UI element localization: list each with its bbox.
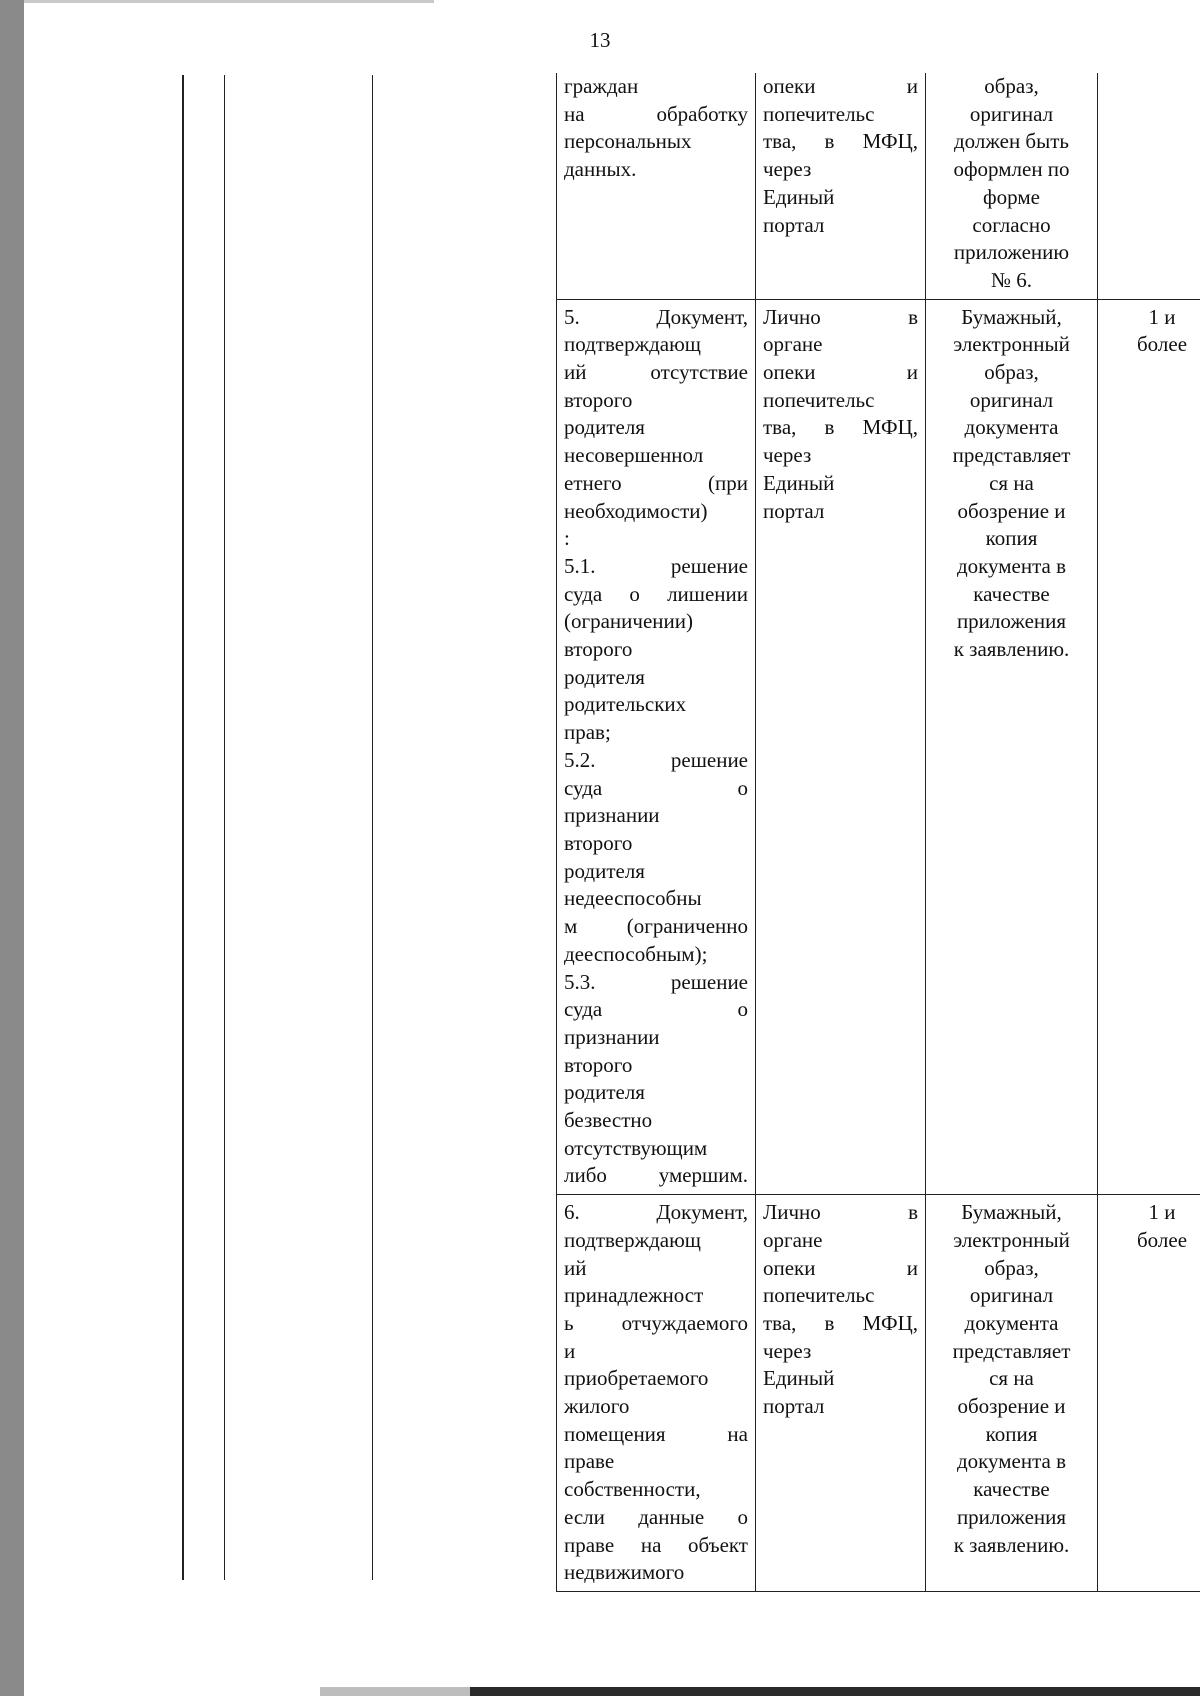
quantity-cell bbox=[1098, 73, 1200, 299]
cell-text-line: суда о bbox=[564, 997, 748, 1022]
cell-text-line: образ, bbox=[984, 1255, 1039, 1280]
document-cell bbox=[557, 73, 756, 299]
cell-text-line: если данные о bbox=[564, 1504, 748, 1529]
cell-text-line: суда о bbox=[564, 775, 748, 800]
document-cell bbox=[557, 1195, 756, 1592]
cell-text-line: приложения bbox=[956, 1504, 1067, 1529]
cell-text-line: документа в bbox=[956, 1449, 1067, 1474]
column-divider bbox=[224, 75, 225, 1580]
cell-text-line: № 6. bbox=[990, 267, 1033, 292]
cell-text-line: 5.2. решение bbox=[564, 747, 748, 772]
submission-method-cell bbox=[756, 1195, 926, 1592]
cell-text-line: должен быть bbox=[954, 129, 1069, 154]
scan-edge-top bbox=[24, 0, 434, 3]
document-form-cell bbox=[926, 73, 1098, 299]
documents-table bbox=[556, 73, 1200, 1592]
cell-text-line: документа в bbox=[956, 553, 1067, 578]
cell-text-line: ся на bbox=[989, 470, 1034, 495]
cell-text-line: м (ограниченно bbox=[564, 914, 748, 939]
cell-text-line: оформлен по bbox=[953, 157, 1070, 182]
cell-text-line: родителя bbox=[564, 664, 645, 689]
cell-text-line: признании bbox=[564, 1024, 660, 1049]
cell-text-line: жилого bbox=[564, 1394, 630, 1419]
cell-text-line: обозрение и bbox=[957, 498, 1066, 523]
cell-text-line: ь отчуждаемого bbox=[564, 1310, 748, 1335]
table-row bbox=[557, 1195, 1200, 1592]
cell-text-line: родительских bbox=[564, 692, 687, 717]
cell-text-line: попечительс bbox=[763, 387, 875, 412]
cell-text-line: оригинал bbox=[969, 387, 1054, 412]
cell-text-line: праве bbox=[564, 1449, 615, 1474]
cell-text-line: 1 и bbox=[1148, 304, 1176, 329]
cell-text-line: ий bbox=[564, 1255, 587, 1280]
cell-text-line: к заявлению. bbox=[953, 1532, 1070, 1557]
quantity-cell bbox=[1098, 299, 1200, 1195]
cell-text-line: тва, в МФЦ, bbox=[763, 415, 918, 440]
cell-text-line: 5.1. решение bbox=[564, 553, 748, 578]
cell-text-line: Бумажный, bbox=[961, 304, 1062, 329]
cell-text-line: суда о лишении bbox=[564, 581, 748, 606]
cell-text-line: второго bbox=[564, 830, 633, 855]
cell-text-line: через bbox=[763, 443, 812, 468]
cell-text-line: электронный bbox=[953, 332, 1070, 357]
cell-text-line: второго bbox=[564, 387, 633, 412]
cell-text-line: несовершеннол bbox=[564, 443, 704, 468]
table-border-left bbox=[182, 75, 184, 1580]
cell-text-line: согласно bbox=[972, 212, 1051, 237]
cell-text-line: документа bbox=[964, 1310, 1059, 1335]
cell-text-line: образ, bbox=[984, 74, 1039, 98]
cell-text-line: безвестно bbox=[564, 1108, 653, 1133]
cell-text-line: документа bbox=[964, 415, 1059, 440]
cell-text-line: признании bbox=[564, 803, 660, 828]
cell-text-line: родителя bbox=[564, 415, 645, 440]
submission-method-cell bbox=[756, 299, 926, 1195]
cell-text-line: (ограничении) bbox=[564, 609, 693, 634]
quantity-cell bbox=[1098, 1195, 1200, 1592]
document-cell bbox=[557, 299, 756, 1195]
cell-text-line: портал bbox=[763, 1394, 825, 1419]
cell-text-line: дееспособным); bbox=[564, 941, 708, 966]
cell-text-line: второго bbox=[564, 637, 633, 662]
cell-text-line: необходимости) bbox=[564, 498, 708, 523]
page-number: 13 bbox=[589, 28, 611, 52]
cell-text-line: копия bbox=[985, 526, 1038, 551]
cell-text-line: на обработку bbox=[564, 101, 748, 126]
cell-text-line: данных. bbox=[564, 157, 637, 182]
cell-text-line: помещения на bbox=[564, 1421, 748, 1446]
cell-text-line: попечительс bbox=[763, 101, 875, 126]
cell-text-line: Единый bbox=[763, 184, 835, 209]
cell-text-line: качестве bbox=[973, 1477, 1050, 1502]
cell-text-line: второго bbox=[564, 1052, 633, 1077]
cell-text-line: приложения bbox=[956, 609, 1067, 634]
scan-edge-bottom-light bbox=[320, 1687, 470, 1696]
cell-text-line: оригинал bbox=[969, 1283, 1054, 1308]
cell-text-line: приложению bbox=[953, 240, 1070, 265]
cell-text-line: образ, bbox=[984, 360, 1039, 385]
cell-text-line: обозрение и bbox=[957, 1394, 1066, 1419]
cell-text-line: принадлежност bbox=[564, 1283, 704, 1308]
cell-text-line: через bbox=[763, 157, 812, 182]
cell-text-line: качестве bbox=[973, 581, 1050, 606]
scan-edge-left bbox=[0, 0, 24, 1696]
cell-text-line: форме bbox=[983, 184, 1040, 209]
cell-text-line: Единый bbox=[763, 470, 835, 495]
cell-text-line: и bbox=[564, 1338, 576, 1363]
cell-text-line: недвижимого bbox=[564, 1560, 685, 1585]
cell-text-line: представляет bbox=[952, 443, 1071, 468]
cell-text-line: прав; bbox=[564, 720, 611, 745]
cell-text-line: ся на bbox=[989, 1366, 1034, 1391]
cell-text-line: 6. Документ, bbox=[564, 1200, 748, 1225]
cell-text-line: более bbox=[1136, 332, 1188, 357]
submission-method-cell bbox=[756, 73, 926, 299]
cell-text-line: Лично в bbox=[763, 1200, 918, 1225]
cell-text-line: электронный bbox=[953, 1227, 1070, 1252]
cell-text-line: к заявлению. bbox=[953, 637, 1070, 662]
cell-text-line: персональных bbox=[564, 129, 692, 154]
column-divider bbox=[372, 75, 373, 1580]
cell-text-line: органе bbox=[763, 1227, 823, 1252]
cell-text-line: оригинал bbox=[969, 101, 1054, 126]
cell-text-line: собственности, bbox=[564, 1477, 701, 1502]
cell-text-line: : bbox=[564, 526, 570, 551]
cell-text-line: Лично в bbox=[763, 304, 918, 329]
cell-text-line: опеки и bbox=[763, 1255, 918, 1280]
cell-text-line: праве на объект bbox=[564, 1532, 748, 1557]
cell-text-line: представляет bbox=[952, 1338, 1071, 1363]
document-form-cell bbox=[926, 299, 1098, 1195]
cell-text-line: родителя bbox=[564, 1080, 645, 1105]
cell-text-line: более bbox=[1136, 1227, 1188, 1252]
cell-text-line: через bbox=[763, 1338, 812, 1363]
cell-text-line: приобретаемого bbox=[564, 1366, 709, 1391]
cell-text-line: опеки и bbox=[763, 74, 918, 98]
cell-text-line: ий отсутствие bbox=[564, 360, 748, 385]
cell-text-line: 5.3. решение bbox=[564, 969, 748, 994]
document-form-cell bbox=[926, 1195, 1098, 1592]
cell-text-line: подтверждающ bbox=[564, 1227, 701, 1252]
cell-text-line: подтверждающ bbox=[564, 332, 701, 357]
cell-text-line: органе bbox=[763, 332, 823, 357]
table-row bbox=[557, 299, 1200, 1195]
cell-text-line: опеки и bbox=[763, 360, 918, 385]
cell-text-line: тва, в МФЦ, bbox=[763, 1310, 918, 1335]
cell-text-line: тва, в МФЦ, bbox=[763, 129, 918, 154]
cell-text-line: родителя bbox=[564, 858, 645, 883]
cell-text-line: 1 и bbox=[1148, 1200, 1176, 1225]
cell-text-line: попечительс bbox=[763, 1283, 875, 1308]
cell-text-line: етнего (при bbox=[564, 470, 748, 495]
cell-text-line: граждан bbox=[564, 74, 639, 98]
table-row bbox=[557, 73, 1200, 299]
cell-text-line: 5. Документ, bbox=[564, 304, 748, 329]
cell-text-line: портал bbox=[763, 212, 825, 237]
cell-text-line: копия bbox=[985, 1421, 1038, 1446]
cell-text-line: Бумажный, bbox=[961, 1200, 1062, 1225]
cell-text-line: Единый bbox=[763, 1366, 835, 1391]
cell-text-line: либо умершим. bbox=[564, 1163, 748, 1188]
cell-text-line: портал bbox=[763, 498, 825, 523]
cell-text-line: отсутствующим bbox=[564, 1135, 708, 1160]
cell-text-line: недееспособны bbox=[564, 886, 702, 911]
